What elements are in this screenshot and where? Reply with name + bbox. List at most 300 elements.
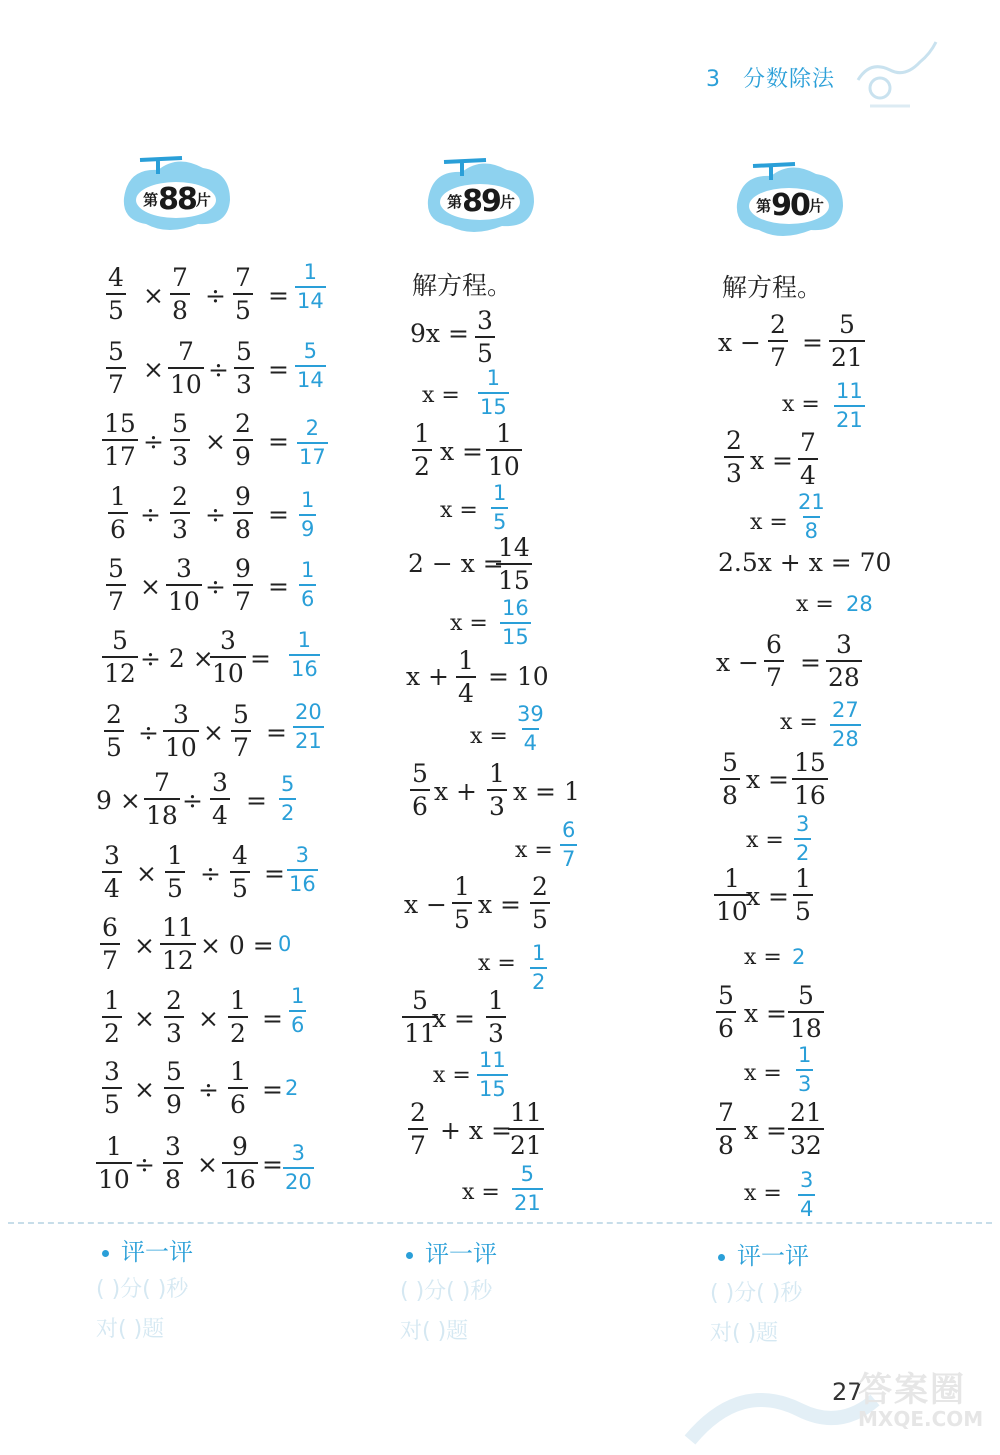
denominator: 28 bbox=[826, 660, 862, 690]
fraction bbox=[234, 339, 254, 397]
denominator: 7 bbox=[231, 730, 251, 760]
numerator: 3 bbox=[796, 812, 810, 836]
fraction bbox=[233, 265, 253, 323]
fraction bbox=[233, 484, 253, 542]
correct-count-field: 对( )题 bbox=[96, 1317, 165, 1342]
score-field: ( )分( )秒 bbox=[96, 1277, 189, 1302]
numerator: 9 bbox=[235, 554, 251, 583]
numerator: 5 bbox=[108, 554, 124, 583]
denominator: 5 bbox=[452, 902, 472, 932]
fraction bbox=[106, 556, 126, 614]
fraction bbox=[144, 770, 180, 828]
numerator: 21 bbox=[798, 490, 825, 514]
answer-fraction bbox=[478, 368, 509, 418]
denominator: 5 bbox=[475, 336, 495, 366]
denominator: 8 bbox=[720, 778, 740, 808]
numerator: 5 bbox=[233, 700, 249, 729]
answer-lead: x = bbox=[750, 510, 788, 535]
fraction bbox=[106, 265, 126, 323]
numerator: 6 bbox=[766, 630, 782, 659]
numerator: 5 bbox=[722, 748, 738, 777]
answer-lead: x = bbox=[744, 945, 782, 970]
fraction bbox=[486, 988, 506, 1046]
equation-text: x = bbox=[432, 1004, 475, 1033]
answer-fraction bbox=[289, 630, 320, 680]
score-field: ( )分( )秒 bbox=[710, 1281, 803, 1306]
denominator: 3 bbox=[170, 512, 190, 542]
numerator: 2 bbox=[166, 986, 182, 1015]
answer-fraction bbox=[297, 418, 328, 468]
numerator: 7 bbox=[172, 263, 188, 292]
numerator: 15 bbox=[104, 409, 136, 438]
answer-fraction bbox=[798, 1170, 815, 1220]
denominator: 4 bbox=[210, 798, 230, 828]
fraction bbox=[233, 556, 253, 614]
operator: = bbox=[268, 355, 289, 384]
denominator: 4 bbox=[102, 871, 122, 901]
fraction bbox=[102, 411, 138, 469]
denominator: 8 bbox=[803, 516, 820, 542]
badge-prefix: 第 bbox=[447, 193, 463, 211]
fraction bbox=[104, 702, 124, 760]
denominator: 5 bbox=[230, 871, 250, 901]
fraction bbox=[714, 866, 750, 924]
denominator: 12 bbox=[102, 656, 138, 686]
numerator: 1 bbox=[301, 488, 315, 512]
fraction bbox=[792, 750, 828, 808]
denominator: 3 bbox=[234, 367, 254, 397]
denominator: 16 bbox=[287, 869, 318, 895]
denominator: 2 bbox=[794, 838, 811, 864]
badge-90 bbox=[731, 154, 849, 246]
operator: ÷ bbox=[138, 718, 159, 747]
numerator: 9 bbox=[231, 1132, 248, 1161]
operator: ÷ bbox=[182, 786, 203, 815]
operator: = bbox=[264, 859, 285, 888]
denominator: 7 bbox=[560, 844, 577, 870]
numerator: 11 bbox=[510, 1098, 542, 1127]
fraction bbox=[233, 411, 253, 469]
equation-text: x = bbox=[744, 999, 787, 1028]
operator: × bbox=[143, 355, 164, 384]
numerator: 1 bbox=[488, 986, 504, 1015]
equation-text: x + bbox=[406, 662, 449, 691]
numerator: 5 bbox=[236, 337, 252, 366]
denominator: 16 bbox=[222, 1162, 258, 1192]
denominator: 3 bbox=[486, 1016, 506, 1046]
chapter-header bbox=[706, 62, 835, 93]
denominator: 21 bbox=[293, 726, 324, 752]
instruction-heading: 解方程。 bbox=[722, 273, 823, 302]
fraction bbox=[164, 1059, 184, 1117]
operator: × bbox=[134, 1004, 155, 1033]
numerator: 2 bbox=[726, 426, 742, 455]
denominator: 7 bbox=[233, 584, 253, 614]
numerator: 1 bbox=[454, 872, 470, 901]
denominator: 12 bbox=[160, 943, 196, 973]
denominator: 15 bbox=[500, 622, 531, 648]
operator: = bbox=[802, 328, 823, 357]
fraction bbox=[163, 702, 199, 760]
numerator: 6 bbox=[562, 818, 576, 842]
section-divider bbox=[8, 1222, 992, 1224]
denominator: 21 bbox=[829, 340, 865, 370]
numerator: 20 bbox=[295, 700, 322, 724]
denominator: 5 bbox=[104, 730, 124, 760]
answer-fraction bbox=[796, 492, 827, 542]
equation-text: 2.5x + x = 70 bbox=[718, 548, 892, 577]
bullet-icon bbox=[718, 1254, 725, 1261]
operator: × bbox=[143, 281, 164, 310]
numerator: 5 bbox=[718, 981, 734, 1010]
numerator: 1 bbox=[723, 864, 740, 893]
denominator: 2 bbox=[102, 1016, 122, 1046]
denominator: 10 bbox=[210, 656, 246, 686]
denominator: 2 bbox=[530, 967, 547, 993]
answer-fraction bbox=[500, 598, 531, 648]
fraction bbox=[412, 421, 432, 479]
numerator: 1 bbox=[230, 1057, 246, 1086]
numerator: 7 bbox=[800, 428, 816, 457]
denominator: 6 bbox=[289, 1010, 306, 1036]
numerator: 5 bbox=[797, 981, 814, 1010]
numerator: 7 bbox=[177, 337, 194, 366]
denominator: 10 bbox=[96, 1162, 132, 1192]
fraction bbox=[798, 430, 818, 488]
numerator: 5 bbox=[838, 310, 855, 339]
answer-fraction bbox=[515, 704, 546, 754]
denominator: 10 bbox=[168, 367, 204, 397]
numerator: 1 bbox=[167, 841, 183, 870]
answer-lead: x = bbox=[780, 710, 818, 735]
instruction-heading: 解方程。 bbox=[412, 271, 513, 300]
equation-text: = 10 bbox=[488, 662, 549, 691]
denominator: 20 bbox=[283, 1167, 314, 1193]
badge-prefix: 第 bbox=[143, 191, 159, 209]
operator: = bbox=[246, 786, 267, 815]
fraction bbox=[100, 915, 120, 973]
denominator: 2 bbox=[279, 798, 296, 824]
numerator: 3 bbox=[800, 1168, 814, 1192]
denominator: 2 bbox=[228, 1016, 248, 1046]
fraction bbox=[826, 632, 862, 690]
equation-text: 9x = bbox=[410, 319, 469, 348]
operator: 9 × bbox=[96, 786, 141, 815]
numerator: 1 bbox=[104, 986, 120, 1015]
numerator: 5 bbox=[111, 626, 128, 655]
fraction bbox=[210, 628, 246, 686]
fraction bbox=[210, 770, 230, 828]
numerator: 3 bbox=[835, 630, 852, 659]
numerator: 9 bbox=[235, 482, 251, 511]
numerator: 5 bbox=[108, 337, 124, 366]
chapter-title: 分数除法 bbox=[743, 67, 836, 92]
equation-text: x − bbox=[404, 890, 447, 919]
numerator: 1 bbox=[493, 481, 507, 505]
numerator: 2 bbox=[410, 1098, 426, 1127]
fraction bbox=[793, 866, 813, 924]
badge-number: 88 bbox=[158, 182, 196, 217]
denominator: 3 bbox=[724, 456, 744, 486]
denominator: 5 bbox=[102, 1087, 122, 1117]
denominator: 7 bbox=[408, 1128, 428, 1158]
equation-text: x = bbox=[750, 446, 793, 475]
numerator: 2 bbox=[532, 872, 548, 901]
denominator: 5 bbox=[233, 293, 253, 323]
fraction bbox=[530, 874, 550, 932]
fraction bbox=[170, 411, 190, 469]
denominator: 10 bbox=[714, 894, 750, 924]
denominator: 5 bbox=[793, 894, 813, 924]
denominator: 5 bbox=[106, 293, 126, 323]
denominator: 16 bbox=[792, 778, 828, 808]
watermark-title: 答案圈 bbox=[858, 1370, 966, 1410]
denominator: 15 bbox=[478, 392, 509, 418]
denominator: 18 bbox=[144, 798, 180, 828]
denominator: 5 bbox=[530, 902, 550, 932]
fraction bbox=[456, 648, 476, 706]
fraction bbox=[166, 556, 202, 614]
denominator: 8 bbox=[233, 512, 253, 542]
denominator: 9 bbox=[164, 1087, 184, 1117]
fraction bbox=[410, 761, 430, 819]
fraction bbox=[231, 702, 251, 760]
denominator: 8 bbox=[716, 1128, 736, 1158]
numerator: 5 bbox=[281, 772, 295, 796]
denominator: 10 bbox=[486, 449, 522, 479]
denominator: 28 bbox=[830, 724, 861, 750]
denominator: 15 bbox=[496, 563, 532, 593]
denominator: 7 bbox=[100, 943, 120, 973]
answer-lead: x = bbox=[462, 1180, 500, 1205]
fraction bbox=[486, 421, 522, 479]
answer-lead: x = bbox=[515, 838, 553, 863]
operator: = bbox=[262, 1075, 283, 1104]
fraction bbox=[724, 428, 744, 486]
answer-lead: x = bbox=[744, 1061, 782, 1086]
answer-fraction bbox=[477, 1050, 508, 1100]
equation-text: x − bbox=[716, 648, 759, 677]
denominator: 21 bbox=[834, 405, 865, 431]
answer-fraction bbox=[293, 702, 324, 752]
numerator: 5 bbox=[412, 759, 428, 788]
operator: × bbox=[140, 572, 161, 601]
operator: ÷ bbox=[140, 500, 161, 529]
fraction bbox=[788, 1100, 824, 1158]
numerator: 4 bbox=[108, 263, 124, 292]
denominator: 32 bbox=[788, 1128, 824, 1158]
numerator: 2 bbox=[106, 700, 122, 729]
numerator: 1 bbox=[458, 646, 474, 675]
fraction bbox=[764, 632, 784, 690]
answer-fraction bbox=[289, 986, 306, 1036]
badge-suffix: 片 bbox=[195, 191, 211, 209]
fraction bbox=[508, 1100, 544, 1158]
denominator: 3 bbox=[487, 789, 507, 819]
denominator: 14 bbox=[295, 286, 326, 312]
denominator: 3 bbox=[170, 439, 190, 469]
equation-text: x = bbox=[746, 882, 789, 911]
operator: ÷ bbox=[143, 427, 164, 456]
operator: ÷ 2 × bbox=[140, 644, 214, 673]
chapter-number: 3 bbox=[706, 67, 721, 92]
fraction bbox=[96, 1134, 132, 1192]
answer-value: 2 bbox=[792, 945, 806, 969]
denominator: 3 bbox=[796, 1069, 813, 1095]
numerator: 5 bbox=[166, 1057, 182, 1086]
fraction bbox=[408, 1100, 428, 1158]
operator: × bbox=[197, 1150, 218, 1179]
badge-88 bbox=[118, 148, 236, 240]
watermark-url: MXQE.COM bbox=[858, 1407, 984, 1431]
denominator: 4 bbox=[522, 728, 539, 754]
fraction bbox=[228, 1059, 248, 1117]
fraction bbox=[829, 312, 865, 370]
operator: ÷ bbox=[205, 500, 226, 529]
operator: × 0 = bbox=[200, 931, 274, 960]
answer-fraction bbox=[530, 943, 547, 993]
answer-lead: x = bbox=[796, 592, 834, 617]
numerator: 7 bbox=[718, 1098, 734, 1127]
numerator: 3 bbox=[175, 554, 192, 583]
answer-lead: x = bbox=[478, 951, 516, 976]
numerator: 1 bbox=[414, 419, 430, 448]
denominator: 7 bbox=[106, 584, 126, 614]
numerator: 7 bbox=[235, 263, 251, 292]
denominator: 15 bbox=[477, 1074, 508, 1100]
badge-89 bbox=[422, 150, 540, 242]
fraction bbox=[475, 308, 495, 366]
fraction bbox=[228, 988, 248, 1046]
equation-text: x = 1 bbox=[513, 777, 580, 806]
numerator: 39 bbox=[517, 702, 544, 726]
denominator: 5 bbox=[491, 507, 508, 533]
numerator: 3 bbox=[104, 841, 120, 870]
answer-fraction bbox=[794, 814, 811, 864]
numerator: 2 bbox=[305, 416, 320, 440]
operator: ÷ bbox=[200, 859, 221, 888]
watermark bbox=[858, 1362, 983, 1431]
operator: × bbox=[205, 427, 226, 456]
fraction bbox=[170, 265, 190, 323]
answer-fraction bbox=[299, 560, 316, 610]
denominator: 18 bbox=[788, 1011, 824, 1041]
fraction bbox=[102, 628, 138, 686]
denominator: 7 bbox=[768, 340, 788, 370]
answer-fraction bbox=[279, 774, 296, 824]
answer-value: 2 bbox=[285, 1076, 299, 1100]
operator: = bbox=[266, 718, 287, 747]
bullet-icon bbox=[102, 1250, 109, 1257]
fraction bbox=[222, 1134, 258, 1192]
answer-fraction bbox=[287, 845, 318, 895]
numerator: 15 bbox=[794, 748, 826, 777]
answer-fraction bbox=[299, 490, 316, 540]
bullet-icon bbox=[406, 1252, 413, 1259]
fraction bbox=[102, 1059, 122, 1117]
equation-text: 2 − x = bbox=[408, 549, 504, 578]
answer-lead: x = bbox=[450, 611, 488, 636]
numerator: 5 bbox=[172, 409, 188, 438]
numerator: 1 bbox=[486, 366, 501, 390]
numerator: 1 bbox=[489, 759, 505, 788]
answer-fraction bbox=[491, 483, 508, 533]
operator: ÷ bbox=[205, 281, 226, 310]
denominator: 21 bbox=[512, 1188, 543, 1214]
badge-suffix: 片 bbox=[499, 193, 515, 211]
numerator: 3 bbox=[295, 843, 310, 867]
denominator: 17 bbox=[102, 439, 138, 469]
fraction bbox=[768, 312, 788, 370]
denominator: 3 bbox=[164, 1016, 184, 1046]
denominator: 11 bbox=[402, 1016, 438, 1046]
correct-count-field: 对( )题 bbox=[400, 1319, 469, 1344]
operator: = bbox=[268, 427, 289, 456]
operator: ÷ bbox=[205, 572, 226, 601]
fraction bbox=[160, 915, 196, 973]
denominator: 17 bbox=[297, 442, 328, 468]
answer-lead: x = bbox=[440, 498, 478, 523]
fraction bbox=[496, 535, 532, 593]
numerator: 1 bbox=[532, 941, 546, 965]
denominator: 21 bbox=[508, 1128, 544, 1158]
denominator: 4 bbox=[456, 676, 476, 706]
numerator: 1 bbox=[795, 864, 811, 893]
fraction bbox=[716, 1100, 736, 1158]
numerator: 4 bbox=[232, 841, 248, 870]
denominator: 2 bbox=[412, 449, 432, 479]
answer-value: 0 bbox=[278, 932, 292, 956]
numerator: 1 bbox=[105, 1132, 122, 1161]
operator: ÷ bbox=[198, 1075, 219, 1104]
numerator: 2 bbox=[172, 482, 188, 511]
fraction bbox=[164, 988, 184, 1046]
answer-fraction bbox=[830, 700, 861, 750]
denominator: 6 bbox=[228, 1087, 248, 1117]
denominator: 7 bbox=[764, 660, 784, 690]
numerator: 1 bbox=[798, 1043, 812, 1067]
fraction bbox=[452, 874, 472, 932]
denominator: 5 bbox=[165, 871, 185, 901]
fraction bbox=[487, 761, 507, 819]
numerator: 3 bbox=[172, 700, 189, 729]
denominator: 10 bbox=[166, 584, 202, 614]
operator: ÷ bbox=[134, 1150, 155, 1179]
fraction bbox=[720, 750, 740, 808]
answer-fraction bbox=[834, 381, 865, 431]
page-number: 27 bbox=[832, 1378, 863, 1406]
correct-count-field: 对( )题 bbox=[710, 1321, 779, 1346]
operator: = bbox=[262, 1150, 283, 1179]
answer-lead: x = bbox=[746, 828, 784, 853]
equation-text: x + bbox=[434, 777, 477, 806]
fraction bbox=[788, 983, 824, 1041]
denominator: 8 bbox=[163, 1162, 183, 1192]
operator: = bbox=[268, 572, 289, 601]
numerator: 1 bbox=[110, 482, 126, 511]
fraction bbox=[170, 484, 190, 542]
numerator: 5 bbox=[520, 1162, 535, 1186]
denominator: 9 bbox=[299, 514, 316, 540]
numerator: 5 bbox=[411, 986, 428, 1015]
answer-fraction bbox=[295, 341, 326, 391]
operator: = bbox=[268, 500, 289, 529]
denominator: 4 bbox=[798, 458, 818, 488]
operator: × bbox=[134, 931, 155, 960]
cat-decoration-icon bbox=[850, 40, 940, 115]
numerator: 3 bbox=[104, 1057, 120, 1086]
numerator: 27 bbox=[832, 698, 859, 722]
